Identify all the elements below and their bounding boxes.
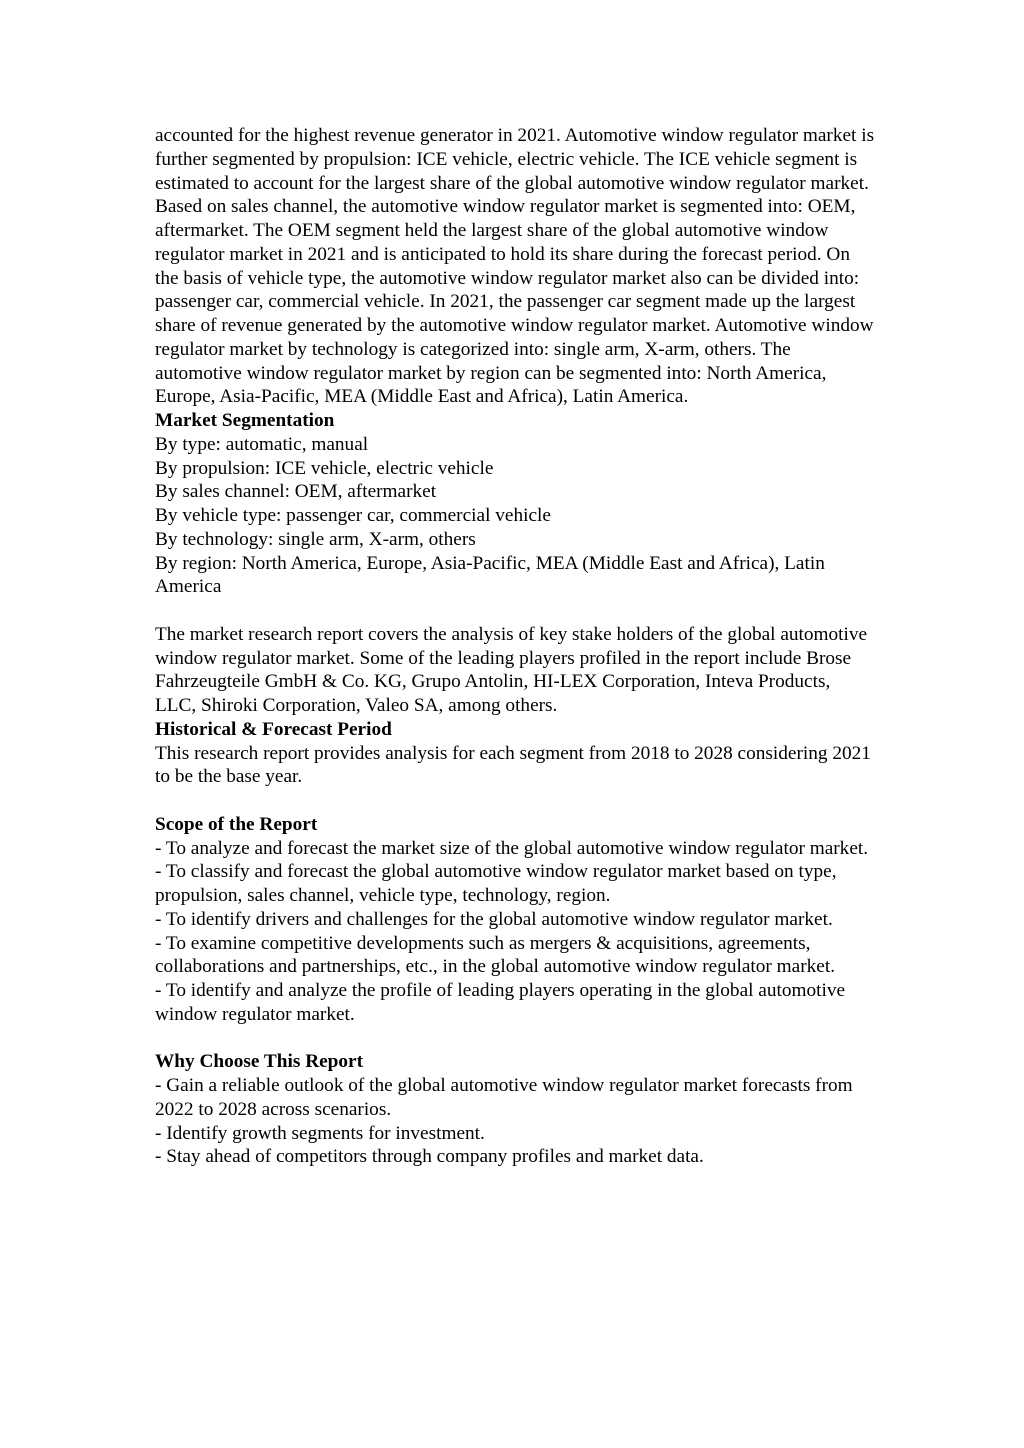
scope-item: - To examine competitive developments such as mergers & acquisitions, agreements, collaborations and partnerships, etc., in the global automotive window regulator market.: [155, 932, 836, 978]
scope-item: - To classify and forecast the global automotive window regulator market based on type, propulsion, sales channel, vehicle type, technology, region.: [155, 861, 837, 906]
why-choose-section: [155, 1050, 875, 1169]
why-choose-item: - Stay ahead of competitors through company profiles and market data.: [155, 1146, 704, 1168]
scope-heading: Scope of the Report: [155, 813, 318, 835]
segmentation-item-propulsion: By propulsion: ICE vehicle, electric vehicle: [155, 457, 494, 479]
scope-item: - To analyze and forecast the market size of the global automotive window regulator market.: [155, 837, 869, 859]
document-page: [155, 124, 875, 1193]
why-choose-item: - Gain a reliable outlook of the global automotive window regulator market forecasts from 2022 to 2028 across scenarios.: [155, 1075, 853, 1120]
scope-section: [155, 813, 875, 1027]
segmentation-item-vehicle-type: By vehicle type: passenger car, commercial vehicle: [155, 505, 551, 526]
market-segmentation-heading: Market Segmentation: [155, 410, 335, 431]
segmentation-item-type: By type: automatic, manual: [155, 433, 369, 455]
segmentation-item-technology: By technology: single arm, X-arm, others: [155, 528, 476, 550]
historical-forecast-section: [155, 718, 875, 789]
intro-paragraph: accounted for the highest revenue generator in 2021. Automotive window regulator market is further segmented by propulsion: ICE vehicle, electric vehicle. The ICE vehicle segment is estimated to account for the largest share of the global automotive window regulator market. Based on sales channel, the automotive window regulator market is segmented into: OEM, aftermarket. The OEM segment held the largest share of the global automotive window regulator market in 2021 and is anticipated to hold its share during the forecast period. On the basis of vehicle type, the automotive window regulator market also can be divided into: passenger car, commercial vehicle. In 2021, the passenger car segment made up the largest share of revenue generated by the automotive window regulator market. Automotive window regulator market by technology is categorized into: single arm, X-arm, others. The automotive window regulator market by region can be segmented into: North America, Europe, Asia-Pacific, MEA (Middle East and Africa), Latin America.: [155, 125, 875, 408]
historical-forecast-text: This research report provides analysis for each segment from 2018 to 2028 considering 2021 to be the base year.: [155, 742, 871, 788]
scope-item: - To identify and analyze the profile of leading players operating in the global automotive window regulator market.: [155, 980, 846, 1025]
segmentation-item-sales-channel: By sales channel: OEM, aftermarket: [155, 481, 437, 503]
why-choose-item: - Identify growth segments for investment.: [155, 1122, 485, 1144]
scope-item: - To identify drivers and challenges for the global automotive window regulator market.: [155, 908, 833, 930]
why-choose-heading: Why Choose This Report: [155, 1051, 364, 1073]
market-segmentation-section: [155, 409, 875, 599]
segmentation-item-region: By region: North America, Europe, Asia-Pacific, MEA (Middle East and Africa), Latin America: [155, 552, 825, 598]
stakeholders-paragraph: The market research report covers the analysis of key stake holders of the global automotive window regulator market. Some of the leading players profiled in the report include Brose Fahrzeugteile GmbH & Co. KG, Grupo Antolin, HI-LEX Corporation, Inteva Products, LLC, Shiroki Corporation, Valeo SA, among others.: [155, 623, 868, 716]
historical-forecast-heading: Historical & Forecast Period: [155, 718, 392, 740]
